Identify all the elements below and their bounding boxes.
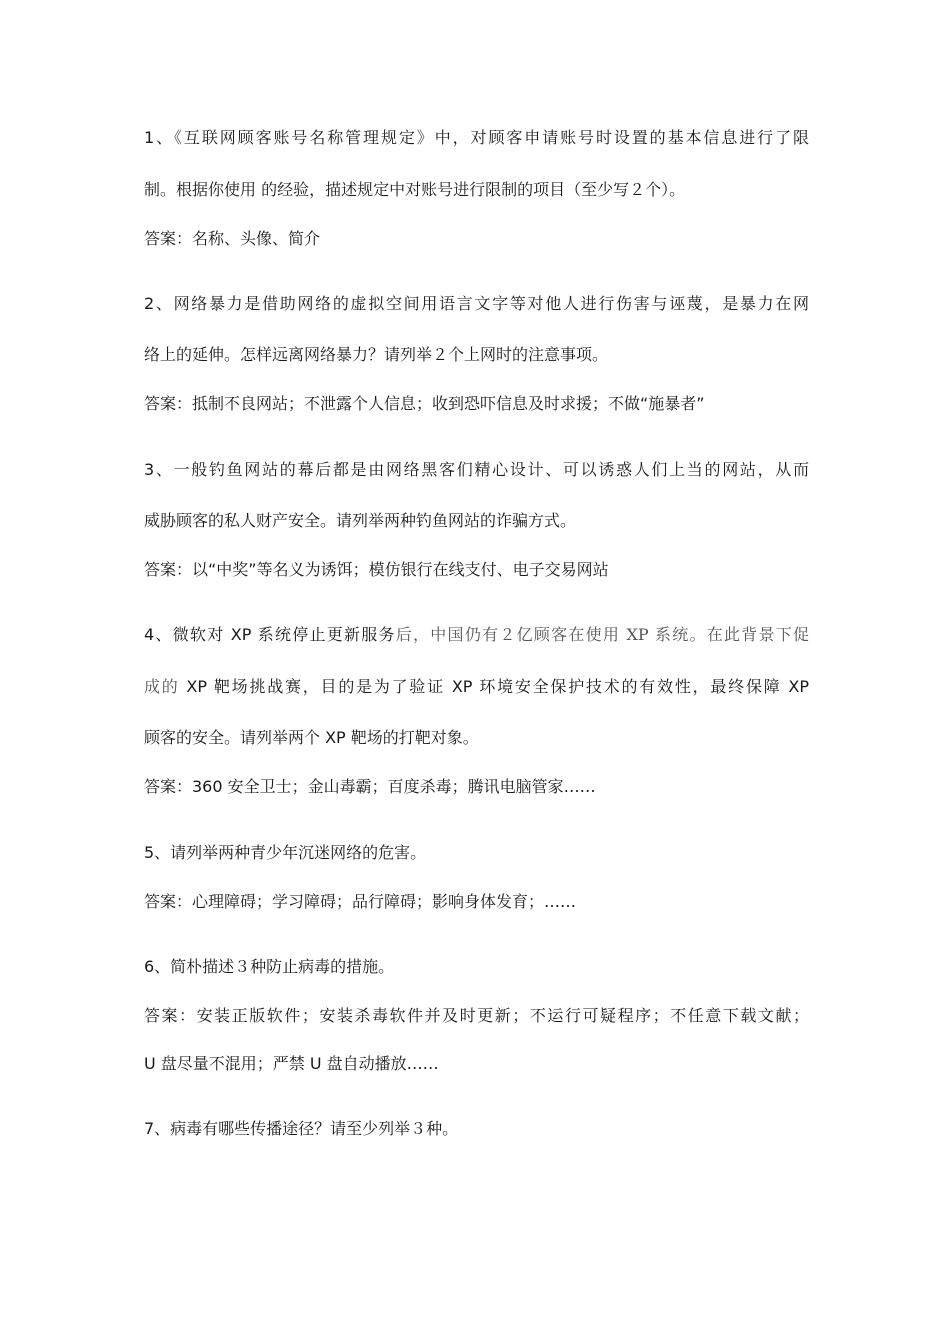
question-1-line-2: 制。根据你使用 的经验，描述规定中对账号进行限制的项目（至少写２个）。 [144,180,686,199]
answer-6-line-1: 答案：安装正版软件；安装杀毒软件并及时更新；不运行可疑程序；不任意下载文献； [144,1006,809,1025]
question-5-line-1: 5、请列举两种青少年沉迷网络的危害。 [144,843,427,862]
answer-6-line-2: U 盘尽量不混用；严禁 U 盘自动播放…… [144,1054,439,1073]
question-7-line-1: 7、病毒有哪些传播途径？请至少列举３种。 [144,1119,459,1138]
question-6-line-1: 6、简朴描述３种防止病毒的措施。 [144,957,395,976]
answer-5: 答案：心理障碍；学习障碍；品行障碍；影响身体发育；…… [144,892,577,911]
answer-4: 答案：360 安全卫士；金山毒霸；百度杀毒；腾讯电脑管家…… [144,777,596,796]
question-1-line-1: 1、《互联网顾客账号名称管理规定》中，对顾客申请账号时设置的基本信息进行了限 [144,128,809,147]
question-3-line-1: 3、一般钓鱼网站的幕后都是由网络黑客们精心设计、可以诱惑人们上当的网站，从而 [144,460,809,479]
question-2-line-1: 2、网络暴力是借助网络的虚拟空间用语言文字等对他人进行伤害与诬蔑，是暴力在网 [144,294,809,313]
answer-1: 答案：名称、头像、简介 [144,229,321,248]
question-4-line-1-part-b: 后，中国仍有２亿顾客在使用 XP 系统。在此背景下促 [395,625,809,644]
answer-3: 答案：以“中奖”等名义为诱饵；模仿银行在线支付、电子交易网站 [144,560,609,579]
question-2-line-2: 络上的延伸。怎样远离网络暴力？请列举２个上网时的注意事项。 [144,345,609,364]
question-4-line-3: 顾客的安全。请列举两个 XP 靶场的打靶对象。 [144,728,479,747]
question-4-line-2 [144,676,809,698]
question-4-line-1-part-a: 4、微软对 XP 系统停止更新服务 [144,625,396,644]
question-3-line-2: 威胁顾客的私人财产安全。请列举两种钓鱼网站的诈骗方式。 [144,511,577,530]
question-4-line-2-part-a: 成的 [144,677,180,696]
question-4-line-1 [144,624,809,646]
answer-2: 答案：抵制不良网站；不泄露个人信息；收到恐吓信息及时求援；不做“施暴者” [144,394,705,413]
question-4-line-2-part-b: XP 靶场挑战赛，目的是为了验证 XP 环境安全保护技术的有效性，最终保障 XP [179,677,809,696]
